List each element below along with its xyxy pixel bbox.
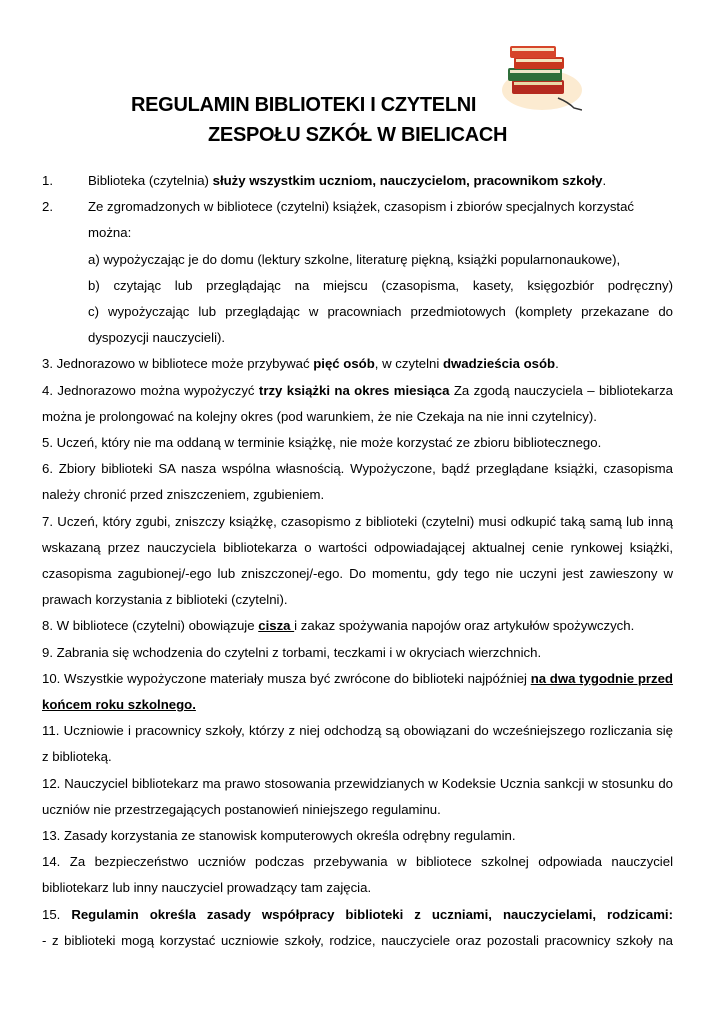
regulations-body <box>42 168 673 954</box>
sub-item-a: a) wypożyczając je do domu (lektury szkolne, literaturę piękną, książki popularnonaukowe), <box>88 251 621 267</box>
list-item-continuation: można: <box>88 225 132 241</box>
list-item: 14. Za bezpieczeństwo uczniów podczas przebywania w bibliotece szkolnej odpowiada nauczyciel bibliotekarz lub inny nauczyciel prowadzący tam zajęcia. <box>42 854 673 896</box>
sub-item-c: c) wypożyczając lub przeglądając w pracowniach przedmiotowych (komplety przekazane do <box>88 304 673 320</box>
list-item: 9. Zabrania się wchodzenia do czytelni z torbami, teczkami i w okryciach wierzchnich. <box>42 644 542 660</box>
books-icon <box>498 40 582 112</box>
list-item: 13. Zasady korzystania ze stanowisk komputerowych określa odrębny regulamin. <box>42 828 516 844</box>
sub-item-b: b) czytając lub przeglądając na miejscu (czasopisma, kasety, księgozbiór podręczny) <box>88 277 673 293</box>
list-item: 12. Nauczyciel bibliotekarz ma prawo stosowania przewidzianych w Kodeksie Ucznia sankcji w stosunku do uczniów nie przestrzegających postanowień niniejszego regulaminu. <box>42 775 673 817</box>
list-item: 11. Uczniowie i pracownicy szkoły, którzy z niej odchodzą są obowiązani do wcześniejszego rozliczania się z biblioteką. <box>42 723 673 765</box>
list-item-continuation: - z biblioteki mogą korzystać uczniowie szkoły, rodzice, nauczyciele oraz pozostali pracownicy szkoły na <box>42 932 673 948</box>
list-item: 4. Jednorazowo można wypożyczyć trzy książki na okres miesiąca Za zgodą nauczyciela – bibliotekarza można je prolongować na kolejny okres (pod warunkiem, że nie Czekaja na nie inni czytelnicy). <box>42 382 674 424</box>
list-item: 10. Wszystkie wypożyczone materiały musza być zwrócone do biblioteki najpóźniej na dwa tygodnie przed końcem roku szkolnego. <box>42 670 673 713</box>
list-item: 6. Zbiory biblioteki SA nasza wspólna własnością. Wypożyczone, bądź przeglądane książki, czasopisma należy chronić przed zniszczeniem, zgubieniem. <box>42 461 673 503</box>
list-item: 5. Uczeń, który nie ma oddaną w terminie książkę, nie może korzystać ze zbioru bibliotecznego. <box>42 435 602 451</box>
list-item: 1. Biblioteka (czytelnia) służy wszystkim uczniom, nauczycielom, pracownikom szkoły. <box>42 168 673 194</box>
list-item: 3. Jednorazowo w bibliotece może przybywać pięć osób, w czytelni dwadzieścia osób. <box>42 356 559 372</box>
item-number: 2. <box>42 199 53 215</box>
sub-item-c-continuation: dyspozycji nauczycieli). <box>88 330 226 346</box>
list-item: 7. Uczeń, który zgubi, zniszczy książkę, czasopismo z biblioteki (czytelni) musi odkupić taką samą lub inną wskazaną przez nauczyciela bibliotekarza o wartości odpowiadającej aktualnej cenie rynkowej książki, czasopisma zagubionej/-ego lub zniszczonej/-ego. Do momentu, gdy tego nie uczyni jest zawieszony w prawach korzystania z biblioteki (czytelni). <box>42 513 673 608</box>
item-number: 1. <box>42 173 53 188</box>
list-item: 15. Regulamin określa zasady współpracy biblioteki z uczniami, nauczycielami, rodzicami: <box>42 906 673 922</box>
list-item: 2. Ze zgromadzonych w bibliotece (czytelni) książek, czasopism i zbiorów specjalnych korzystać <box>42 194 673 220</box>
page-title-line2: ZESPOŁU SZKÓŁ W BIELICACH <box>208 124 508 146</box>
page-title-line1: REGULAMIN BIBLIOTEKI I CZYTELNI <box>131 94 477 116</box>
list-item: 8. W bibliotece (czytelni) obowiązuje cisza i zakaz spożywania napojów oraz artykułów spożywczych. <box>42 618 635 634</box>
